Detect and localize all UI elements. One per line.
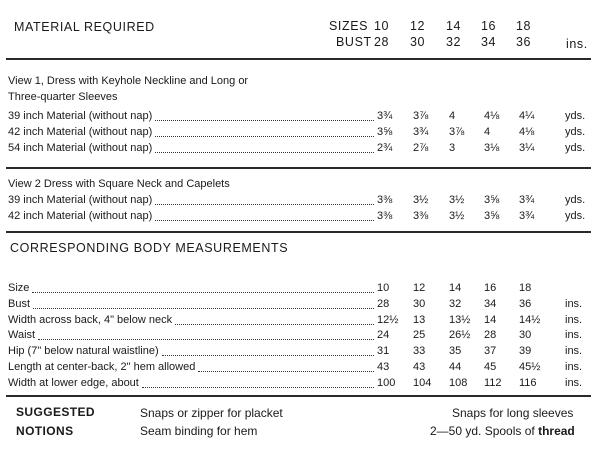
row-value: 3¾	[413, 126, 429, 138]
row-label: 39 inch Material (without nap)	[8, 110, 153, 122]
row-label: Width across back, 4" below neck	[8, 313, 173, 326]
row-label: Bust	[8, 297, 31, 310]
row-value: 16	[484, 282, 497, 294]
row-unit: ins.	[565, 329, 583, 342]
row-value: 3⅝	[484, 194, 500, 206]
view2-title: View 2 Dress with Square Neck and Capelets	[8, 178, 230, 190]
notion-left-1: Snaps or zipper for placket	[140, 406, 283, 420]
row-value: 3½	[449, 210, 465, 222]
header-bust: 30	[410, 35, 426, 49]
row-value: 18	[519, 282, 532, 294]
dot-leader	[155, 220, 374, 221]
row-value: 4⅛	[484, 110, 500, 122]
row-value: 3½	[449, 194, 465, 206]
row-value: 30	[519, 329, 532, 342]
divider	[6, 58, 591, 60]
row-value: 32	[449, 297, 462, 310]
notions-title-line2: NOTIONS	[16, 424, 74, 438]
row-unit: ins.	[565, 313, 583, 326]
section-title-body: CORRESPONDING BODY MEASUREMENTS	[10, 241, 289, 255]
row-value: 3⅜	[413, 210, 429, 222]
row-unit: ins.	[565, 345, 583, 358]
dot-leader	[155, 136, 374, 137]
notions-title-line1: SUGGESTED	[16, 405, 95, 419]
row-value: 33	[413, 345, 426, 358]
row-value: 24	[377, 329, 390, 342]
row-value: 3¾	[377, 110, 393, 122]
dot-leader	[155, 204, 374, 205]
header-bust: 36	[516, 35, 532, 49]
row-value: 4	[449, 110, 456, 122]
row-unit: yds.	[565, 210, 586, 222]
row-value: 3⅞	[449, 126, 465, 138]
row-value: 37	[484, 345, 497, 358]
divider	[6, 231, 591, 233]
row-value: 3¼	[519, 142, 535, 154]
header-size: 14	[446, 19, 462, 33]
dot-leader	[155, 152, 374, 153]
row-unit: ins.	[565, 297, 583, 310]
row-value: 3⅞	[413, 110, 429, 122]
row-value: 3⅜	[377, 210, 393, 222]
row-value: 39	[519, 345, 532, 358]
notion-right-2-prefix: 2—50 yd. Spools of	[430, 424, 535, 438]
row-value: 14	[449, 282, 462, 294]
row-value: 104	[413, 376, 432, 389]
row-unit: ins.	[565, 361, 583, 373]
header-size: 18	[516, 19, 532, 33]
row-unit: yds.	[565, 126, 586, 138]
header-unit: ins.	[566, 37, 588, 51]
row-value: 43	[377, 361, 390, 373]
header-size: 12	[410, 19, 426, 33]
row-value: 10	[377, 282, 390, 294]
header-size: 10	[374, 19, 390, 33]
row-value: 100	[377, 376, 396, 389]
row-value: 108	[449, 376, 468, 389]
row-value: 3	[449, 142, 456, 154]
row-value: 28	[484, 329, 497, 342]
row-label: Width at lower edge, about	[8, 376, 139, 389]
header-size: 16	[481, 19, 497, 33]
row-label: Hip (7" below natural waistline)	[8, 345, 159, 358]
header-bust: 28	[374, 35, 390, 49]
row-value: 3¾	[519, 194, 535, 206]
row-value: 14½	[519, 313, 541, 326]
bust-label: BUST	[336, 35, 372, 49]
row-label: Length at center-back, 2" hem allowed	[8, 361, 196, 373]
row-value: 3⅝	[377, 126, 393, 138]
row-value: 112	[484, 376, 502, 389]
sizes-label: SIZES	[329, 19, 369, 33]
view1-title-line1: View 1, Dress with Keyhole Neckline and Long or	[8, 75, 249, 87]
row-label: 42 inch Material (without nap)	[8, 210, 153, 222]
row-unit: ins.	[565, 376, 583, 389]
row-value: 2¾	[377, 142, 393, 154]
row-value: 116	[519, 376, 537, 389]
dot-leader	[175, 324, 374, 325]
row-value: 14	[484, 313, 497, 326]
row-unit: yds.	[565, 194, 586, 206]
row-label: Waist	[8, 329, 36, 342]
row-value: 4¼	[519, 110, 535, 122]
row-value: 4⅛	[519, 126, 535, 138]
row-value: 45	[484, 361, 497, 373]
row-label: 54 inch Material (without nap)	[8, 142, 153, 154]
row-value: 2⅞	[413, 142, 429, 154]
row-value: 3¾	[519, 210, 535, 222]
dot-leader	[155, 120, 374, 121]
notion-right-1: Snaps for long sleeves	[452, 406, 574, 420]
row-unit: yds.	[565, 142, 586, 154]
row-value: 31	[377, 345, 390, 358]
row-value: 28	[377, 297, 390, 310]
row-value: 35	[449, 345, 462, 358]
section-title-material: MATERIAL REQUIRED	[14, 20, 155, 34]
row-label: 39 inch Material (without nap)	[8, 194, 153, 206]
row-value: 45½	[519, 361, 541, 373]
dot-leader	[33, 308, 374, 309]
row-value: 3⅛	[484, 142, 500, 154]
row-label: Size	[8, 282, 30, 294]
notion-left-2: Seam binding for hem	[140, 424, 258, 438]
row-value: 26½	[449, 329, 471, 342]
row-value: 36	[519, 297, 532, 310]
dot-leader	[142, 387, 374, 388]
row-value: 34	[484, 297, 497, 310]
notion-right-2-bold: thread	[538, 424, 575, 438]
dot-leader	[32, 292, 374, 293]
dot-leader	[198, 371, 374, 372]
row-value: 3½	[413, 194, 429, 206]
row-value: 3⅝	[484, 210, 500, 222]
divider	[6, 167, 591, 169]
row-value: 25	[413, 329, 426, 342]
divider	[6, 395, 591, 397]
row-value: 3⅜	[377, 194, 393, 206]
row-value: 13½	[449, 313, 471, 326]
header-bust: 32	[446, 35, 462, 49]
header-bust: 34	[481, 35, 497, 49]
row-unit: yds.	[565, 110, 586, 122]
row-value: 44	[449, 361, 462, 373]
row-value: 12	[413, 282, 426, 294]
notion-right-2	[430, 424, 575, 438]
row-value: 30	[413, 297, 426, 310]
row-value: 4	[484, 126, 491, 138]
dot-leader	[38, 339, 374, 340]
view1-title-line2: Three-quarter Sleeves	[8, 91, 118, 103]
row-label: 42 inch Material (without nap)	[8, 126, 153, 138]
dot-leader	[162, 355, 374, 356]
row-value: 43	[413, 361, 426, 373]
row-value: 12½	[377, 313, 399, 326]
row-value: 13	[413, 313, 426, 326]
